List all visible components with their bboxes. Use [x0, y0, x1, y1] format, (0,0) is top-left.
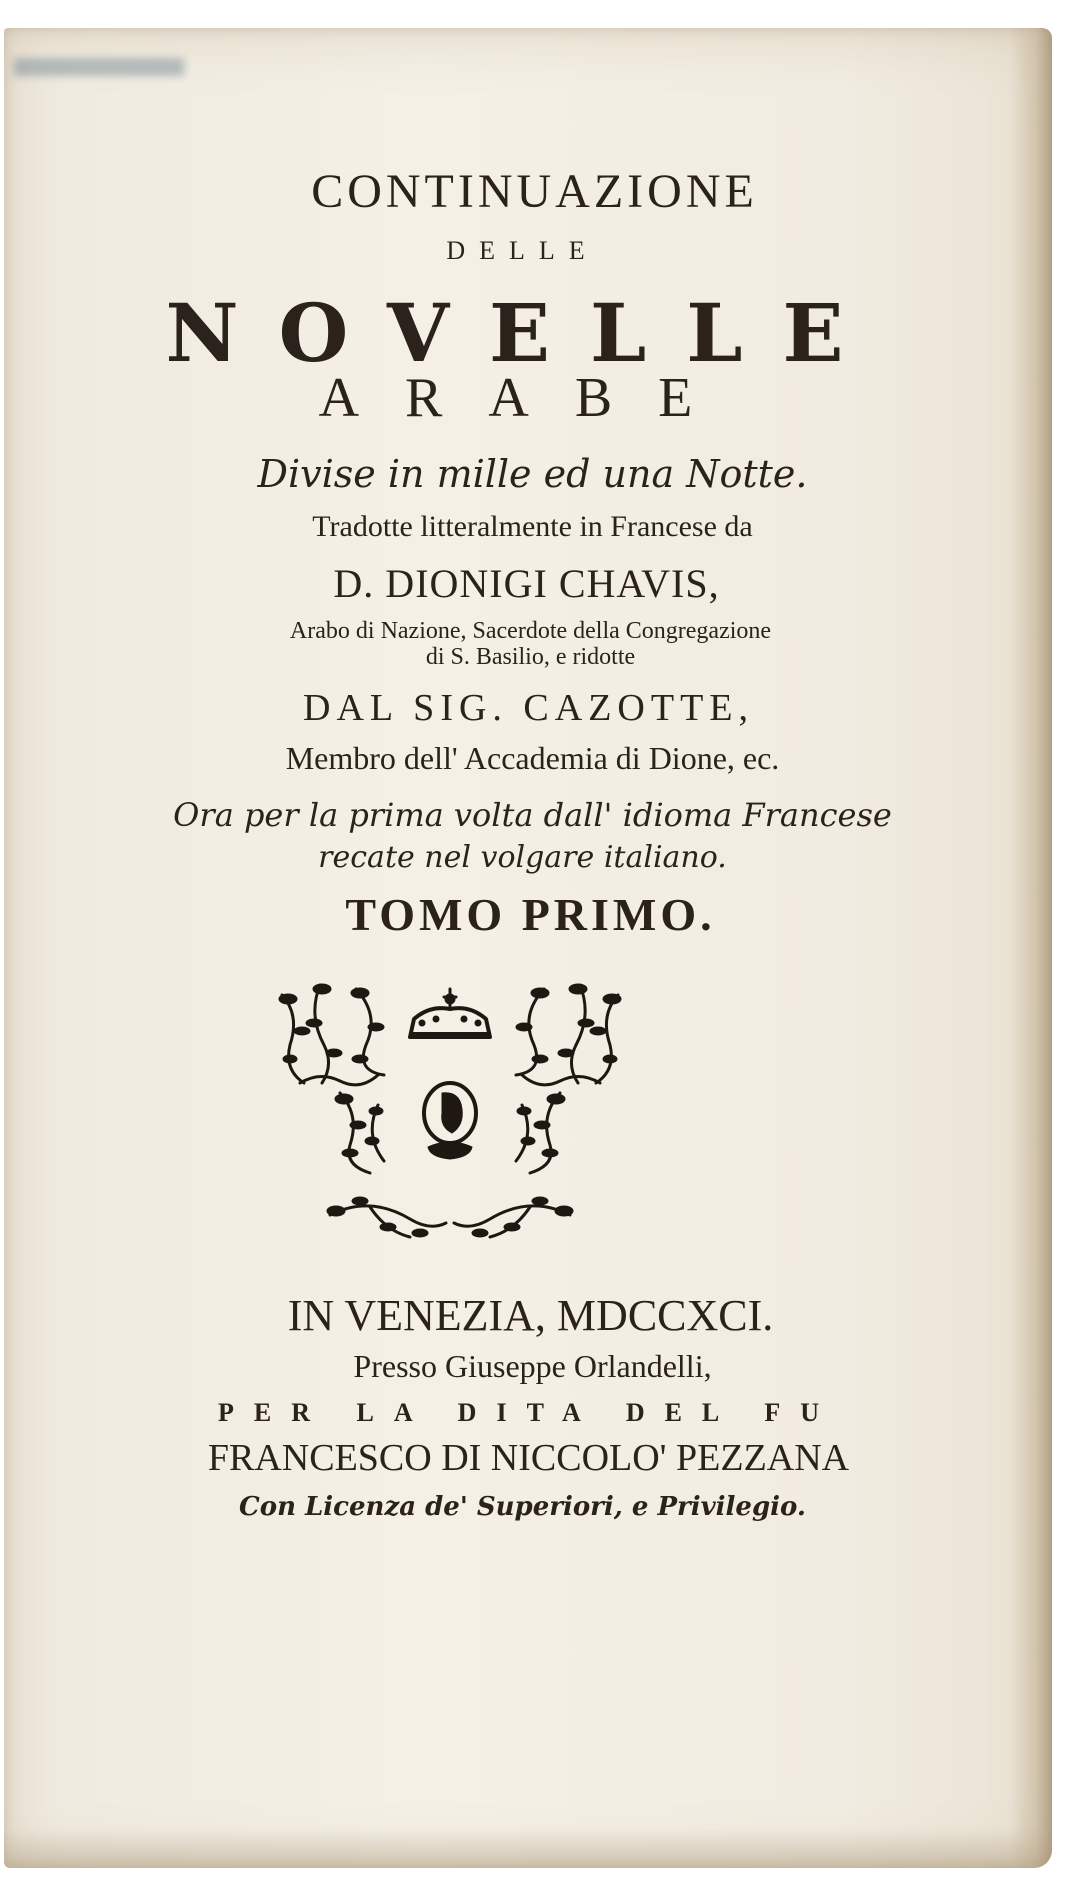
imprint-publisher: FRANCESCO DI NICCOLO' PEZZANA	[207, 1437, 850, 1479]
portrait-bust-icon	[424, 1083, 476, 1159]
line-tradotte: Tradotte litteralmente in Francese da	[312, 510, 753, 543]
line-ora: Ora per la prima volta dall' idioma Francese	[173, 796, 892, 834]
line-recate: recate nel volgare italiano.	[318, 840, 727, 875]
title-continuazione: CONTINUAZIONE	[311, 165, 758, 218]
line-membro: Membro dell' Accademia di Dione, ec.	[285, 740, 780, 776]
line-basilio: di S. Basilio, e ridotte	[425, 644, 636, 670]
foliage-bottom-icon	[330, 1206, 570, 1237]
printer-device-crown-portrait-icon	[260, 975, 640, 1275]
imprint-place-date: IN VENEZIA, MDCCXCI.	[287, 1291, 774, 1340]
line-arabo: Arabo di Nazione, Sacerdote della Congregazione	[289, 618, 772, 644]
volume-label: TOMO PRIMO.	[345, 889, 716, 940]
imprint-licenza: Con Licenza de' Superiori, e Privilegio.	[239, 1492, 806, 1522]
water-stain	[14, 58, 184, 76]
title-delle: DELLE	[446, 236, 599, 265]
imprint-per-la-dita: PER LA DITA DEL FU	[217, 1398, 839, 1427]
imprint-printer: Presso Giuseppe Orlandelli,	[353, 1348, 712, 1384]
author-dionigi: D. DIONIGI CHAVIS,	[333, 561, 720, 606]
title-novelle: NOVELLE	[165, 286, 884, 380]
author-cazotte: DAL SIG. CAZOTTE,	[303, 687, 754, 729]
crown-icon	[410, 989, 490, 1037]
title-arabe: ARABE	[318, 367, 739, 429]
subtitle-divise: Divise in mille ed una Notte.	[257, 452, 808, 496]
